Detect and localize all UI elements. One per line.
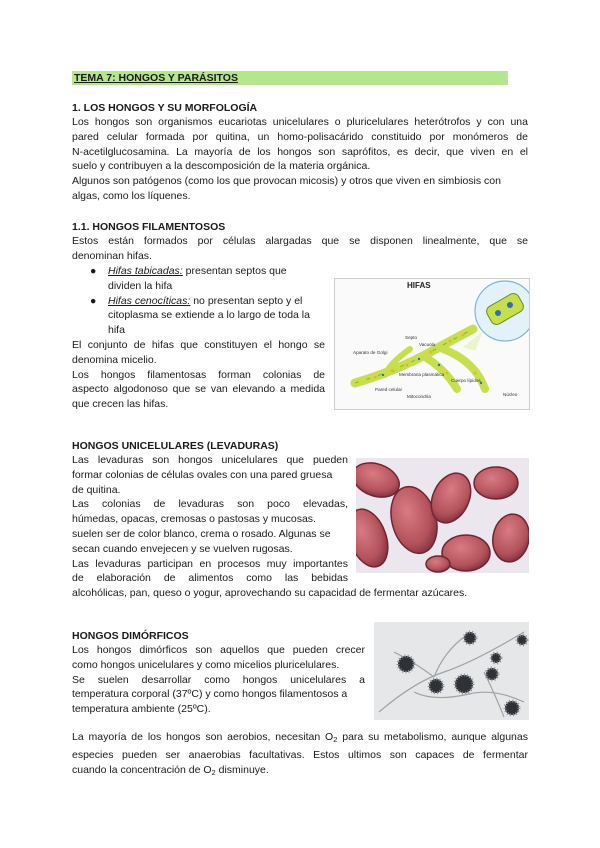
text-line: Los hongos dimórficos son aquellos que pueden crecer (72, 644, 365, 656)
text-line: de quitina. (72, 483, 121, 496)
section-1-1-after (72, 338, 325, 412)
bullet-term: Hifas cenocíticas: (108, 294, 191, 307)
yeast-section-body (72, 453, 468, 601)
label-nucleo: Núcleo (503, 392, 518, 397)
text-line: N-acetilglucosamina. La mayoría de los hongos son saprófitos, es decir, que viven en el (72, 145, 528, 158)
text-line: como hongos unicelulares y como micelios pluricelulares. (72, 658, 340, 671)
text-line: aspecto algodonoso que se van elevando a medida (72, 383, 325, 396)
label-cuerpo: Cuerpo lípidos (451, 378, 481, 383)
closing-text: disminuye. (215, 763, 269, 776)
text-line: algas, como los líquenes. (72, 189, 191, 202)
list-item (88, 264, 328, 294)
bullet-text: hifa (108, 324, 125, 337)
section-1-title: 1. LOS HONGOS Y SU MORFOLOGÍA (72, 102, 258, 114)
dimorphic-section-title: HONGOS DIMÓRFICOS (72, 630, 189, 642)
topic-title: TEMA 7: HONGOS Y PARÁSITOS (72, 71, 508, 85)
text-line: Las levaduras participan en procesos muy importantes (72, 557, 348, 570)
dimorphic-micrograph (374, 622, 529, 720)
text-line: El conjunto de hifas que constituyen el hongo se (72, 339, 325, 351)
label-membrana: Membrana plasmática (399, 372, 445, 377)
section-1-1-title: 1.1. HONGOS FILAMENTOSOS (72, 221, 226, 233)
yeast-cells-drawing (356, 458, 529, 573)
yeast-section-title: HONGOS UNICELULARES (LEVADURAS) (72, 440, 279, 452)
text-line: especies pueden ser anaerobias facultativas. Estos ultimos son capaces de fermentar (72, 748, 528, 761)
dimorphic-fungi-drawing (374, 622, 529, 720)
text-line: de elaboración de alimentos como las bebidas (72, 572, 348, 585)
text-line: secan cuando envejecen y se vuelven rugosas. (72, 542, 293, 555)
list-item (88, 294, 328, 338)
yeast-micrograph (356, 458, 529, 573)
closing-text: para su metabolismo, aunque algunas (337, 731, 528, 743)
text-line: Estos están formados por células alargadas que se disponen linealmente, que se (72, 235, 528, 247)
text-line: temperatura ambiente (25ºC). (72, 703, 211, 716)
bullet-text: dividen la hifa (108, 279, 173, 292)
text-line: Se suelen desarrollar como hongos unicelulares a (72, 673, 365, 686)
label-mitocondria: Mitocondria (407, 394, 431, 399)
subscript: 2 (333, 735, 338, 744)
text-line (72, 730, 528, 748)
text-line: denomina micelio. (72, 353, 157, 366)
text-line: que crecen las hifas. (72, 398, 169, 411)
text-line: Los hongos son organismos eucariotas unicelulares o pluricelulares heterótrofos y con una (72, 116, 528, 128)
hyphae-diagram (334, 278, 530, 410)
text-line: Las levaduras son hongos unicelulares que pueden (72, 454, 348, 466)
text-line: pared celular formada por quitina, un homo-polisacárido constituido por monómeros de (72, 130, 528, 143)
text-line: Algunos son patógenos (como los que provocan micosis) y otros que viven en simbiosis con (72, 175, 501, 188)
text-line: denominan hifas. (72, 249, 152, 262)
text-line: suelen ser de color blanco, crema o rosado. Algunas se (72, 527, 331, 540)
closing-text: cuando la concentración de O (72, 763, 212, 776)
text-line: formar colonias de células ovales con una pared gruesa (72, 468, 333, 481)
text-line: Las colonias de levaduras son poco elevadas, (72, 498, 348, 511)
text-line: temperatura corporal (37ºC) y como hongos filamentosos a (72, 688, 348, 701)
bullet-term: Hifas tabicadas: (108, 265, 183, 277)
bullet-dot: ● (90, 294, 97, 307)
diagram-title: HIFAS (407, 281, 431, 290)
section-1-1-intro (72, 234, 528, 264)
bullet-text: citoplasma se extiende a lo largo de toda la (108, 309, 310, 322)
text-line: alcohólicas, pan, queso o yogur, aprovechando su capacidad de fermentar azúcares. (72, 587, 468, 600)
text-line: suelo y contribuyen a la descomposición de la materia orgánica. (72, 160, 371, 173)
bullet-dot: ● (90, 265, 97, 277)
subscript: 2 (211, 767, 216, 777)
bullet-text: no presentan septo y el (193, 294, 303, 307)
label-septo: Septo (405, 335, 418, 340)
section-1-body (72, 115, 528, 204)
text-line (72, 763, 528, 781)
label-pared: Pared celular (375, 387, 403, 392)
hyphae-types-list (88, 264, 328, 338)
label-vacuola: Vacuola (419, 342, 436, 347)
text-line: húmedas, opacas, cremosas o pastosas y mucosas. (72, 513, 316, 526)
bullet-text: presentan septos que (185, 265, 287, 277)
closing-text: La mayoría de los hongos son aerobios, necesitan O (72, 731, 334, 743)
label-aparato: Aparato de Golgi (353, 350, 388, 355)
closing-paragraph (72, 730, 528, 780)
dimorphic-section-body (72, 643, 365, 717)
text-line: Los hongos filamentosas forman colonias de (72, 368, 325, 381)
hyphae-drawing (335, 279, 529, 409)
